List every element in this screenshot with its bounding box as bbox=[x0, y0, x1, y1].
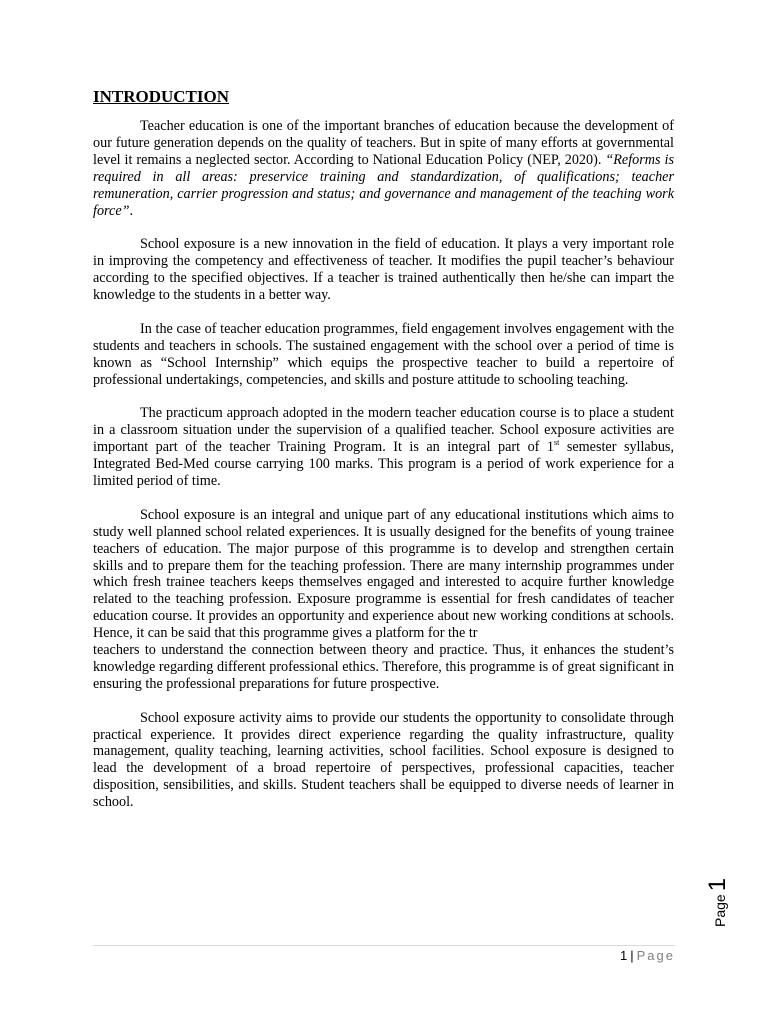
footer-page-label: Page bbox=[636, 948, 675, 963]
paragraph-3: In the case of teacher education programmes, field engagement involves engagement with the students and teachers in schools. The sustained engagement with the school over a period of time is known as “School Internship” which equips the prospective teacher to build a repertoire of professional undertakings, competencies, and skills and posture attitude to schooling teaching. bbox=[93, 320, 674, 388]
paragraph-5-continued: teachers to understand the connection between theory and practice. Thus, it enhances the student’s knowledge regarding different professional ethics. Therefore, this programme is of great significant in ensuring the professional preparations for future prospective. bbox=[93, 642, 674, 692]
page-footer bbox=[620, 948, 675, 963]
side-page-value: 1 bbox=[704, 877, 731, 892]
section-heading: INTRODUCTION bbox=[93, 87, 230, 106]
paragraph-6: School exposure activity aims to provide our students the opportunity to consolidate through practical experience. It provides direct experience regarding the quality infrastructure, quality management, quality teaching, learning activities, school facilities. School exposure is designed to lead the development of a broad repertoire of perspectives, professional capacities, teacher disposition, sensibilities, and skills. Student teachers shall be equipped to diverse needs of learner in school. bbox=[93, 709, 674, 811]
nep-quote: “Reforms is required in all areas: preservice training and standardization, of qualifications; teacher remuneration, carrier progression and status; and governance and management of the teaching work force” bbox=[93, 151, 674, 219]
paragraph-5: School exposure is an integral and unique part of any educational institutions which aims to study well planned school related experiences. It is usually designed for the benefits of young trainee teachers of education. The major purpose of this programme is to develop and strengthen certain skills and to prepare them for the teaching profession. There are many internship programmes under which fresh trainee teachers keeps themselves engaged and interested to acquire further knowledge related to the teaching profession. Exposure programme is essential for fresh candidates of teacher education course. It provides an opportunity and experience about new working conditions at schools. Hence, it can be said that this programme gives a platform for the tr bbox=[93, 506, 674, 642]
side-page-label: Page bbox=[712, 894, 728, 927]
footer-page-number: 1 bbox=[620, 948, 628, 963]
paragraph-1-end: . bbox=[129, 202, 134, 219]
superscript-st: st bbox=[553, 438, 560, 448]
paragraph-4-text: The practicum approach adopted in the modern teacher education course is to place a student in a classroom situation under the supervision of a qualified teacher. School exposure activities are important part of the teacher Training Program. It is an integral part of 1 bbox=[93, 405, 674, 456]
paragraph-1 bbox=[93, 118, 674, 219]
paragraph-2: School exposure is a new innovation in the field of education. It plays a very important role in improving the competency and effectiveness of teacher. It modifies the pupil teacher’s behaviour according to the specified objectives. If a teacher is trained authentically then he/she can impart the knowledge to the students in a better way. bbox=[93, 236, 674, 304]
footer-separator: | bbox=[630, 948, 634, 963]
footer-divider bbox=[93, 945, 675, 946]
paragraph-4-text-end: semester syllabus, Integrated Bed-Med course carrying 100 marks. This program is a period of work experience for a limited period of time. bbox=[93, 439, 674, 489]
document-body bbox=[93, 118, 674, 828]
paragraph-4 bbox=[93, 405, 674, 490]
side-page-number bbox=[704, 827, 732, 927]
paragraph-1-text: Teacher education is one of the important branches of education because the development of our future generation depends on the quality of teachers. But in spite of many efforts at governmental level it remains a neglected sector. According to National Education Policy (NEP, 2020). bbox=[93, 118, 674, 168]
